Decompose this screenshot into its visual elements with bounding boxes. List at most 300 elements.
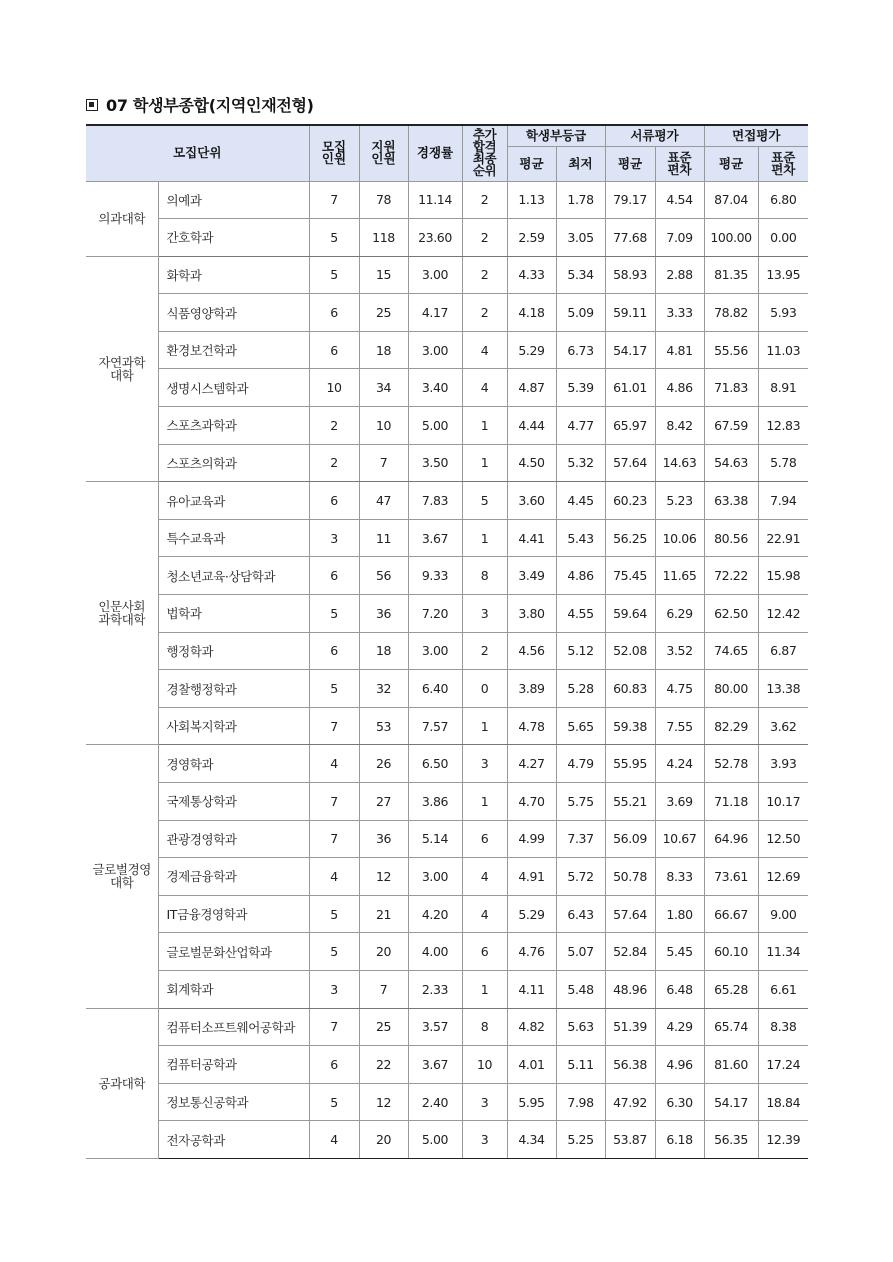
grade-min-cell: 6.43 xyxy=(556,895,605,933)
applicants-cell: 36 xyxy=(359,595,408,633)
admission-results-table xyxy=(86,124,808,1159)
grade-avg-cell: 4.56 xyxy=(507,632,556,670)
grade-avg-cell: 4.50 xyxy=(507,444,556,482)
header-grade-min: 최저 xyxy=(556,146,605,181)
ratio-cell: 3.67 xyxy=(408,1046,462,1084)
grade-min-cell: 5.43 xyxy=(556,519,605,557)
grade-avg-cell: 3.80 xyxy=(507,595,556,633)
table-row xyxy=(86,632,808,670)
interview-sd-cell: 22.91 xyxy=(758,519,808,557)
table-row xyxy=(86,933,808,971)
grade-avg-cell: 3.60 xyxy=(507,482,556,520)
interview-sd-cell: 8.38 xyxy=(758,1008,808,1046)
applicants-cell: 26 xyxy=(359,745,408,783)
table-row xyxy=(86,1121,808,1159)
grade-min-cell: 5.11 xyxy=(556,1046,605,1084)
grade-avg-cell: 4.82 xyxy=(507,1008,556,1046)
doc-sd-cell: 6.30 xyxy=(655,1083,704,1121)
department-cell: 경영학과 xyxy=(158,745,309,783)
table-row xyxy=(86,444,808,482)
grade-min-cell: 5.72 xyxy=(556,858,605,896)
grade-min-cell: 5.09 xyxy=(556,294,605,332)
interview-avg-cell: 73.61 xyxy=(704,858,758,896)
table-row xyxy=(86,181,808,219)
department-cell: 식품영양학과 xyxy=(158,294,309,332)
interview-avg-cell: 52.78 xyxy=(704,745,758,783)
interview-avg-cell: 54.63 xyxy=(704,444,758,482)
applicants-cell: 21 xyxy=(359,895,408,933)
grade-avg-cell: 4.76 xyxy=(507,933,556,971)
recruit-cell: 5 xyxy=(309,895,359,933)
grade-avg-cell: 4.44 xyxy=(507,407,556,445)
extra-rank-cell: 4 xyxy=(462,331,507,369)
ratio-cell: 5.00 xyxy=(408,407,462,445)
ratio-cell: 11.14 xyxy=(408,181,462,219)
doc-avg-cell: 56.25 xyxy=(605,519,655,557)
department-cell: 의예과 xyxy=(158,181,309,219)
header-applicants: 지원 인원 xyxy=(359,125,408,181)
table-row xyxy=(86,482,808,520)
ratio-cell: 7.57 xyxy=(408,707,462,745)
interview-avg-cell: 55.56 xyxy=(704,331,758,369)
doc-sd-cell: 14.63 xyxy=(655,444,704,482)
doc-avg-cell: 77.68 xyxy=(605,219,655,257)
interview-sd-cell: 12.83 xyxy=(758,407,808,445)
doc-sd-cell: 11.65 xyxy=(655,557,704,595)
department-cell: 사회복지학과 xyxy=(158,707,309,745)
table-row xyxy=(86,256,808,294)
grade-avg-cell: 4.11 xyxy=(507,970,556,1008)
interview-sd-cell: 0.00 xyxy=(758,219,808,257)
extra-rank-cell: 0 xyxy=(462,670,507,708)
interview-sd-cell: 12.69 xyxy=(758,858,808,896)
doc-avg-cell: 60.83 xyxy=(605,670,655,708)
extra-rank-cell: 1 xyxy=(462,783,507,821)
doc-avg-cell: 57.64 xyxy=(605,444,655,482)
header-interview-sd: 표준 편차 xyxy=(758,146,808,181)
extra-rank-cell: 3 xyxy=(462,1121,507,1159)
recruit-cell: 6 xyxy=(309,482,359,520)
grade-min-cell: 5.63 xyxy=(556,1008,605,1046)
grade-min-cell: 5.12 xyxy=(556,632,605,670)
applicants-cell: 25 xyxy=(359,294,408,332)
table-row xyxy=(86,745,808,783)
applicants-cell: 27 xyxy=(359,783,408,821)
recruit-cell: 7 xyxy=(309,181,359,219)
interview-avg-cell: 72.22 xyxy=(704,557,758,595)
grade-min-cell: 6.73 xyxy=(556,331,605,369)
table-row xyxy=(86,519,808,557)
header-interview-avg: 평균 xyxy=(704,146,758,181)
doc-avg-cell: 53.87 xyxy=(605,1121,655,1159)
grade-min-cell: 4.86 xyxy=(556,557,605,595)
doc-avg-cell: 75.45 xyxy=(605,557,655,595)
interview-sd-cell: 11.03 xyxy=(758,331,808,369)
recruit-cell: 4 xyxy=(309,1121,359,1159)
table-row xyxy=(86,294,808,332)
extra-rank-cell: 5 xyxy=(462,482,507,520)
interview-sd-cell: 5.93 xyxy=(758,294,808,332)
interview-avg-cell: 81.35 xyxy=(704,256,758,294)
ratio-cell: 4.20 xyxy=(408,895,462,933)
doc-avg-cell: 59.64 xyxy=(605,595,655,633)
applicants-cell: 118 xyxy=(359,219,408,257)
recruit-cell: 2 xyxy=(309,444,359,482)
doc-sd-cell: 10.67 xyxy=(655,820,704,858)
applicants-cell: 7 xyxy=(359,970,408,1008)
extra-rank-cell: 2 xyxy=(462,294,507,332)
department-cell: 컴퓨터공학과 xyxy=(158,1046,309,1084)
grade-avg-cell: 3.49 xyxy=(507,557,556,595)
grade-avg-cell: 3.89 xyxy=(507,670,556,708)
ratio-cell: 3.00 xyxy=(408,256,462,294)
grade-min-cell: 5.07 xyxy=(556,933,605,971)
applicants-cell: 20 xyxy=(359,1121,408,1159)
doc-avg-cell: 79.17 xyxy=(605,181,655,219)
ratio-cell: 3.50 xyxy=(408,444,462,482)
department-cell: 경찰행정학과 xyxy=(158,670,309,708)
applicants-cell: 56 xyxy=(359,557,408,595)
applicants-cell: 7 xyxy=(359,444,408,482)
applicants-cell: 47 xyxy=(359,482,408,520)
applicants-cell: 53 xyxy=(359,707,408,745)
grade-avg-cell: 5.95 xyxy=(507,1083,556,1121)
doc-sd-cell: 4.24 xyxy=(655,745,704,783)
doc-avg-cell: 56.38 xyxy=(605,1046,655,1084)
doc-sd-cell: 4.96 xyxy=(655,1046,704,1084)
doc-avg-cell: 55.21 xyxy=(605,783,655,821)
ratio-cell: 4.17 xyxy=(408,294,462,332)
interview-avg-cell: 74.65 xyxy=(704,632,758,670)
grade-min-cell: 5.65 xyxy=(556,707,605,745)
extra-rank-cell: 2 xyxy=(462,181,507,219)
extra-rank-cell: 8 xyxy=(462,1008,507,1046)
applicants-cell: 11 xyxy=(359,519,408,557)
applicants-cell: 25 xyxy=(359,1008,408,1046)
header-unit: 모집단위 xyxy=(86,125,309,181)
applicants-cell: 78 xyxy=(359,181,408,219)
extra-rank-cell: 6 xyxy=(462,820,507,858)
table-row xyxy=(86,895,808,933)
grade-avg-cell: 4.91 xyxy=(507,858,556,896)
table-row xyxy=(86,331,808,369)
grade-min-cell: 4.55 xyxy=(556,595,605,633)
table-row xyxy=(86,595,808,633)
extra-rank-cell: 2 xyxy=(462,256,507,294)
extra-rank-cell: 2 xyxy=(462,219,507,257)
interview-avg-cell: 71.83 xyxy=(704,369,758,407)
extra-rank-cell: 1 xyxy=(462,970,507,1008)
ratio-cell: 4.00 xyxy=(408,933,462,971)
grade-min-cell: 5.28 xyxy=(556,670,605,708)
department-cell: 정보통신공학과 xyxy=(158,1083,309,1121)
interview-sd-cell: 13.38 xyxy=(758,670,808,708)
grade-avg-cell: 4.99 xyxy=(507,820,556,858)
department-cell: 환경보건학과 xyxy=(158,331,309,369)
doc-sd-cell: 4.81 xyxy=(655,331,704,369)
doc-avg-cell: 48.96 xyxy=(605,970,655,1008)
department-cell: 유아교육과 xyxy=(158,482,309,520)
ratio-cell: 3.86 xyxy=(408,783,462,821)
department-cell: 스포츠과학과 xyxy=(158,407,309,445)
grade-min-cell: 4.45 xyxy=(556,482,605,520)
doc-sd-cell: 7.55 xyxy=(655,707,704,745)
recruit-cell: 6 xyxy=(309,331,359,369)
recruit-cell: 5 xyxy=(309,933,359,971)
ratio-cell: 2.33 xyxy=(408,970,462,1008)
ratio-cell: 7.83 xyxy=(408,482,462,520)
table-row xyxy=(86,219,808,257)
interview-sd-cell: 13.95 xyxy=(758,256,808,294)
doc-sd-cell: 5.23 xyxy=(655,482,704,520)
header-grade-group: 학생부등급 xyxy=(507,125,605,146)
recruit-cell: 5 xyxy=(309,219,359,257)
grade-avg-cell: 4.78 xyxy=(507,707,556,745)
table-row xyxy=(86,1083,808,1121)
square-bullet-icon xyxy=(86,99,98,111)
ratio-cell: 3.00 xyxy=(408,858,462,896)
header-extra-rank: 추가 합격 최종 순위 xyxy=(462,125,507,181)
recruit-cell: 2 xyxy=(309,407,359,445)
grade-min-cell: 3.05 xyxy=(556,219,605,257)
interview-avg-cell: 56.35 xyxy=(704,1121,758,1159)
interview-avg-cell: 80.00 xyxy=(704,670,758,708)
department-cell: 전자공학과 xyxy=(158,1121,309,1159)
doc-sd-cell: 3.69 xyxy=(655,783,704,821)
grade-min-cell: 5.75 xyxy=(556,783,605,821)
doc-sd-cell: 6.18 xyxy=(655,1121,704,1159)
department-cell: 관광경영학과 xyxy=(158,820,309,858)
interview-sd-cell: 15.98 xyxy=(758,557,808,595)
table-row xyxy=(86,670,808,708)
doc-sd-cell: 4.86 xyxy=(655,369,704,407)
grade-min-cell: 7.37 xyxy=(556,820,605,858)
doc-avg-cell: 47.92 xyxy=(605,1083,655,1121)
interview-avg-cell: 54.17 xyxy=(704,1083,758,1121)
interview-avg-cell: 71.18 xyxy=(704,783,758,821)
doc-sd-cell: 4.29 xyxy=(655,1008,704,1046)
recruit-cell: 4 xyxy=(309,858,359,896)
interview-avg-cell: 60.10 xyxy=(704,933,758,971)
ratio-cell: 5.14 xyxy=(408,820,462,858)
interview-avg-cell: 67.59 xyxy=(704,407,758,445)
ratio-cell: 3.40 xyxy=(408,369,462,407)
table-row xyxy=(86,707,808,745)
applicants-cell: 18 xyxy=(359,331,408,369)
department-cell: 경제금융학과 xyxy=(158,858,309,896)
table-row xyxy=(86,820,808,858)
interview-sd-cell: 7.94 xyxy=(758,482,808,520)
ratio-cell: 3.57 xyxy=(408,1008,462,1046)
recruit-cell: 7 xyxy=(309,820,359,858)
doc-avg-cell: 58.93 xyxy=(605,256,655,294)
applicants-cell: 22 xyxy=(359,1046,408,1084)
extra-rank-cell: 3 xyxy=(462,745,507,783)
grade-min-cell: 4.77 xyxy=(556,407,605,445)
ratio-cell: 3.00 xyxy=(408,331,462,369)
interview-sd-cell: 3.93 xyxy=(758,745,808,783)
table-row xyxy=(86,783,808,821)
interview-sd-cell: 3.62 xyxy=(758,707,808,745)
college-cell: 자연과학 대학 xyxy=(86,256,158,482)
doc-sd-cell: 6.48 xyxy=(655,970,704,1008)
applicants-cell: 12 xyxy=(359,1083,408,1121)
grade-avg-cell: 5.29 xyxy=(507,331,556,369)
doc-sd-cell: 7.09 xyxy=(655,219,704,257)
doc-avg-cell: 59.11 xyxy=(605,294,655,332)
header-interview-group: 면접평가 xyxy=(704,125,808,146)
ratio-cell: 6.40 xyxy=(408,670,462,708)
extra-rank-cell: 3 xyxy=(462,595,507,633)
doc-sd-cell: 3.33 xyxy=(655,294,704,332)
interview-sd-cell: 8.91 xyxy=(758,369,808,407)
applicants-cell: 36 xyxy=(359,820,408,858)
extra-rank-cell: 4 xyxy=(462,858,507,896)
grade-avg-cell: 4.41 xyxy=(507,519,556,557)
doc-avg-cell: 56.09 xyxy=(605,820,655,858)
interview-sd-cell: 9.00 xyxy=(758,895,808,933)
table-row xyxy=(86,407,808,445)
header-doc-avg: 평균 xyxy=(605,146,655,181)
interview-sd-cell: 5.78 xyxy=(758,444,808,482)
doc-sd-cell: 2.88 xyxy=(655,256,704,294)
department-cell: 화학과 xyxy=(158,256,309,294)
interview-avg-cell: 82.29 xyxy=(704,707,758,745)
department-cell: 컴퓨터소프트웨어공학과 xyxy=(158,1008,309,1046)
recruit-cell: 5 xyxy=(309,1083,359,1121)
table-row xyxy=(86,557,808,595)
header-doc-group: 서류평가 xyxy=(605,125,704,146)
grade-avg-cell: 4.01 xyxy=(507,1046,556,1084)
extra-rank-cell: 6 xyxy=(462,933,507,971)
ratio-cell: 23.60 xyxy=(408,219,462,257)
department-cell: IT금융경영학과 xyxy=(158,895,309,933)
college-cell: 글로벌경영 대학 xyxy=(86,745,158,1008)
extra-rank-cell: 2 xyxy=(462,632,507,670)
doc-avg-cell: 51.39 xyxy=(605,1008,655,1046)
interview-avg-cell: 63.38 xyxy=(704,482,758,520)
grade-avg-cell: 2.59 xyxy=(507,219,556,257)
interview-avg-cell: 65.28 xyxy=(704,970,758,1008)
grade-min-cell: 5.48 xyxy=(556,970,605,1008)
header-grade-avg: 평균 xyxy=(507,146,556,181)
department-cell: 국제통상학과 xyxy=(158,783,309,821)
doc-avg-cell: 52.08 xyxy=(605,632,655,670)
grade-min-cell: 7.98 xyxy=(556,1083,605,1121)
applicants-cell: 20 xyxy=(359,933,408,971)
doc-sd-cell: 4.75 xyxy=(655,670,704,708)
college-cell: 의과대학 xyxy=(86,181,158,256)
table-row xyxy=(86,1008,808,1046)
doc-avg-cell: 55.95 xyxy=(605,745,655,783)
grade-avg-cell: 4.87 xyxy=(507,369,556,407)
doc-avg-cell: 60.23 xyxy=(605,482,655,520)
doc-sd-cell: 5.45 xyxy=(655,933,704,971)
department-cell: 글로벌문화산업학과 xyxy=(158,933,309,971)
interview-avg-cell: 80.56 xyxy=(704,519,758,557)
extra-rank-cell: 1 xyxy=(462,519,507,557)
extra-rank-cell: 1 xyxy=(462,707,507,745)
interview-sd-cell: 6.80 xyxy=(758,181,808,219)
doc-avg-cell: 57.64 xyxy=(605,895,655,933)
doc-sd-cell: 6.29 xyxy=(655,595,704,633)
header-doc-sd: 표준 편차 xyxy=(655,146,704,181)
doc-sd-cell: 3.52 xyxy=(655,632,704,670)
doc-sd-cell: 1.80 xyxy=(655,895,704,933)
doc-avg-cell: 65.97 xyxy=(605,407,655,445)
grade-avg-cell: 4.27 xyxy=(507,745,556,783)
ratio-cell: 7.20 xyxy=(408,595,462,633)
interview-sd-cell: 12.42 xyxy=(758,595,808,633)
interview-avg-cell: 87.04 xyxy=(704,181,758,219)
department-cell: 생명시스템학과 xyxy=(158,369,309,407)
interview-avg-cell: 66.67 xyxy=(704,895,758,933)
interview-sd-cell: 12.39 xyxy=(758,1121,808,1159)
recruit-cell: 7 xyxy=(309,707,359,745)
extra-rank-cell: 4 xyxy=(462,895,507,933)
grade-avg-cell: 4.33 xyxy=(507,256,556,294)
table-row xyxy=(86,369,808,407)
grade-min-cell: 5.32 xyxy=(556,444,605,482)
section-title-text: 07 학생부종합(지역인재전형) xyxy=(106,96,314,115)
grade-min-cell: 5.39 xyxy=(556,369,605,407)
interview-sd-cell: 6.87 xyxy=(758,632,808,670)
recruit-cell: 6 xyxy=(309,557,359,595)
recruit-cell: 5 xyxy=(309,256,359,294)
interview-sd-cell: 12.50 xyxy=(758,820,808,858)
grade-avg-cell: 1.13 xyxy=(507,181,556,219)
grade-min-cell: 5.25 xyxy=(556,1121,605,1159)
interview-sd-cell: 18.84 xyxy=(758,1083,808,1121)
interview-sd-cell: 11.34 xyxy=(758,933,808,971)
recruit-cell: 6 xyxy=(309,294,359,332)
doc-avg-cell: 54.17 xyxy=(605,331,655,369)
interview-sd-cell: 10.17 xyxy=(758,783,808,821)
ratio-cell: 3.00 xyxy=(408,632,462,670)
table-body xyxy=(86,181,808,1158)
extra-rank-cell: 1 xyxy=(462,444,507,482)
recruit-cell: 7 xyxy=(309,1008,359,1046)
recruit-cell: 5 xyxy=(309,595,359,633)
ratio-cell: 3.67 xyxy=(408,519,462,557)
doc-avg-cell: 52.84 xyxy=(605,933,655,971)
grade-avg-cell: 4.70 xyxy=(507,783,556,821)
ratio-cell: 2.40 xyxy=(408,1083,462,1121)
applicants-cell: 34 xyxy=(359,369,408,407)
department-cell: 법학과 xyxy=(158,595,309,633)
grade-min-cell: 1.78 xyxy=(556,181,605,219)
grade-avg-cell: 5.29 xyxy=(507,895,556,933)
recruit-cell: 7 xyxy=(309,783,359,821)
ratio-cell: 9.33 xyxy=(408,557,462,595)
grade-avg-cell: 4.34 xyxy=(507,1121,556,1159)
extra-rank-cell: 10 xyxy=(462,1046,507,1084)
department-cell: 스포츠의학과 xyxy=(158,444,309,482)
applicants-cell: 15 xyxy=(359,256,408,294)
grade-min-cell: 4.79 xyxy=(556,745,605,783)
extra-rank-cell: 4 xyxy=(462,369,507,407)
recruit-cell: 6 xyxy=(309,632,359,670)
doc-avg-cell: 50.78 xyxy=(605,858,655,896)
interview-avg-cell: 81.60 xyxy=(704,1046,758,1084)
department-cell: 회계학과 xyxy=(158,970,309,1008)
interview-avg-cell: 78.82 xyxy=(704,294,758,332)
department-cell: 간호학과 xyxy=(158,219,309,257)
recruit-cell: 3 xyxy=(309,519,359,557)
doc-sd-cell: 4.54 xyxy=(655,181,704,219)
interview-sd-cell: 17.24 xyxy=(758,1046,808,1084)
doc-sd-cell: 10.06 xyxy=(655,519,704,557)
